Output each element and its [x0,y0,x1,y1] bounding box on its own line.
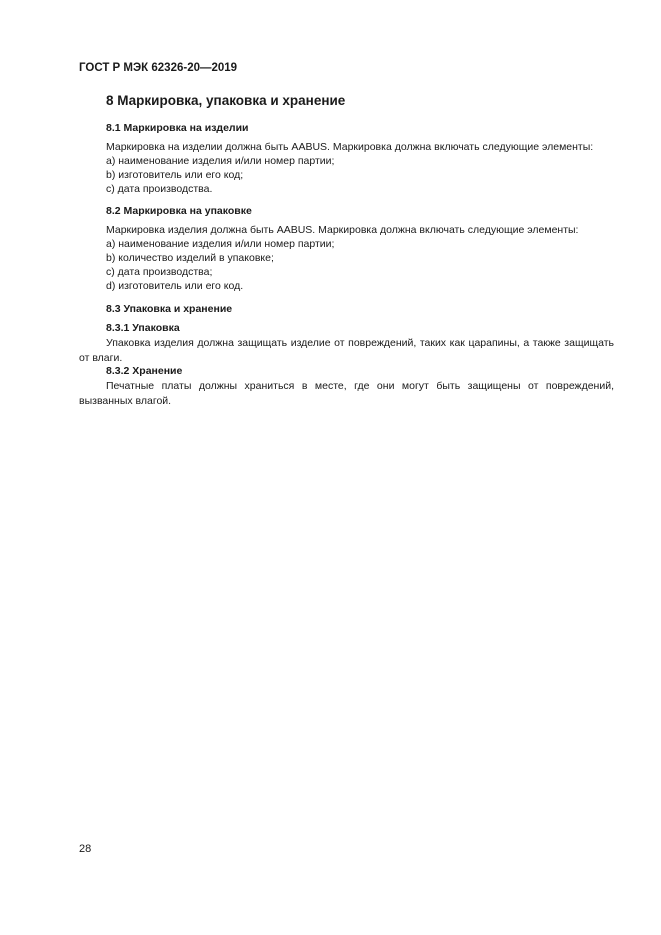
list-item: b) изготовитель или его код; [106,169,244,181]
list-item: b) количество изделий в упаковке; [106,252,274,264]
subsection-8-3-1-title: 8.3.1 Упаковка [106,322,180,334]
list-item: a) наименование изделия и/или номер партии; [106,238,335,250]
subsection-8-3-2-title: 8.3.2 Хранение [106,365,183,377]
list-item: d) изготовитель или его код. [106,280,244,292]
subsection-8-2-intro: Маркировка изделия должна быть AABUS. Маркировка должна включать следующие элементы: [106,224,579,236]
page-number: 28 [79,843,92,855]
subsection-8-3-2-text: Печатные платы должны храниться в месте, где они могут быть защищены от повреждений, вызванных влагой. [79,380,614,407]
list-item: a) наименование изделия и/или номер партии; [106,155,335,167]
subsection-8-2-title: 8.2 Маркировка на упаковке [106,205,252,217]
list-item: c) дата производства; [106,266,213,278]
subsection-8-1-title: 8.1 Маркировка на изделии [106,122,249,134]
subsection-8-3-title: 8.3 Упаковка и хранение [106,303,233,315]
subsection-8-3-1-text: Упаковка изделия должна защищать изделие от повреждений, таких как царапины, а также защищать от влаги. [79,337,614,364]
section-title: 8 Маркировка, упаковка и хранение [106,93,346,108]
subsection-8-1-intro: Маркировка на изделии должна быть AABUS. Маркировка должна включать следующие элементы: [106,141,594,153]
document-header: ГОСТ Р МЭК 62326-20—2019 [79,62,238,74]
list-item: c) дата производства. [106,183,213,195]
